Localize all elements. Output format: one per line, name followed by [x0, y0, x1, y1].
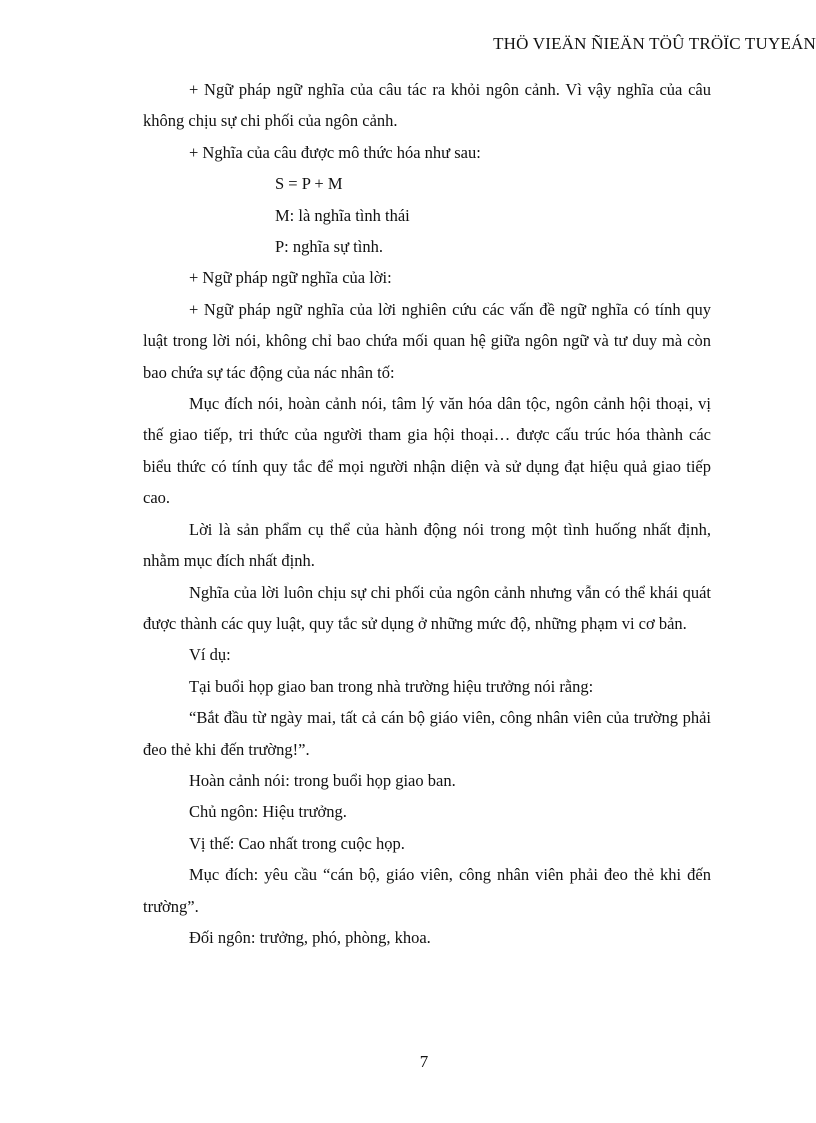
document-body: [143, 74, 711, 953]
paragraph-purpose: Mục đích: yêu cầu “cán bộ, giáo viên, công nhân viên phải đeo thẻ khi đến trường”.: [143, 865, 711, 916]
page-number: 7: [419, 1052, 429, 1071]
running-header: THÖ VIEÄN ÑIEÄN TÖÛ TRÖÏC TUYEÁN: [493, 34, 816, 53]
paragraph-sentence-grammar: + Ngữ pháp ngữ nghĩa của câu tác ra khỏi ngôn cảnh. Vì vậy nghĩa của câu không chịu sự chi phối của ngôn cảnh.: [143, 80, 711, 131]
paragraph-speaker: Chủ ngôn: Hiệu trưởng.: [189, 802, 347, 822]
paragraph-status: Vị thế: Cao nhất trong cuộc họp.: [189, 833, 405, 853]
paragraph-utterance-meaning: Nghĩa của lời luôn chịu sự chi phối của ngôn cảnh nhưng vẫn có thể khái quát được thành các quy luật, quy tắc sử dụng ở những mức độ, những phạm vi cơ bản.: [143, 582, 711, 633]
paragraph-situation: Hoàn cảnh nói: trong buổi họp giao ban.: [189, 770, 456, 790]
paragraph-example-quote: “Bắt đầu từ ngày mai, tất cả cán bộ giáo viên, công nhân viên của trường phải đeo thẻ khi đến trường!”.: [143, 708, 711, 759]
paragraph-example-label: Ví dụ:: [189, 645, 231, 665]
formula-definition-p: P: nghĩa sự tình.: [275, 237, 383, 257]
paragraph-utterance-research: + Ngữ pháp ngữ nghĩa của lời nghiên cứu các vấn đề ngữ nghĩa có tính quy luật trong lời nói, không chỉ bao chứa mối quan hệ giữa ngôn ngữ và tư duy mà còn bao chứa sự tác động của nác nhân tố:: [143, 299, 711, 382]
formula-definition-m: M: là nghĩa tình thái: [275, 205, 410, 225]
paragraph-formula-intro: + Nghĩa của câu được mô thức hóa như sau:: [189, 142, 481, 162]
paragraph-addressee: Đối ngôn: trưởng, phó, phòng, khoa.: [189, 927, 431, 947]
paragraph-utterance-definition: Lời là sản phẩm cụ thể của hành động nói trong một tình huống nhất định, nhằm mục đích nhất định.: [143, 519, 711, 571]
paragraph-factors: Mục đích nói, hoàn cảnh nói, tâm lý văn hóa dân tộc, ngôn cảnh hội thoại, vị thế giao tiếp, tri thức của người tham gia hội thoại… được cấu trúc hóa thành các biểu thức có tính quy tắc để mọi người nhận diện và sử dụng đạt hiệu quả giao tiếp cao.: [143, 394, 711, 508]
paragraph-utterance-grammar: + Ngữ pháp ngữ nghĩa của lời:: [189, 268, 392, 288]
formula-line: S = P + M: [275, 174, 343, 194]
paragraph-example-context: Tại buổi họp giao ban trong nhà trường hiệu trưởng nói rằng:: [189, 676, 594, 696]
